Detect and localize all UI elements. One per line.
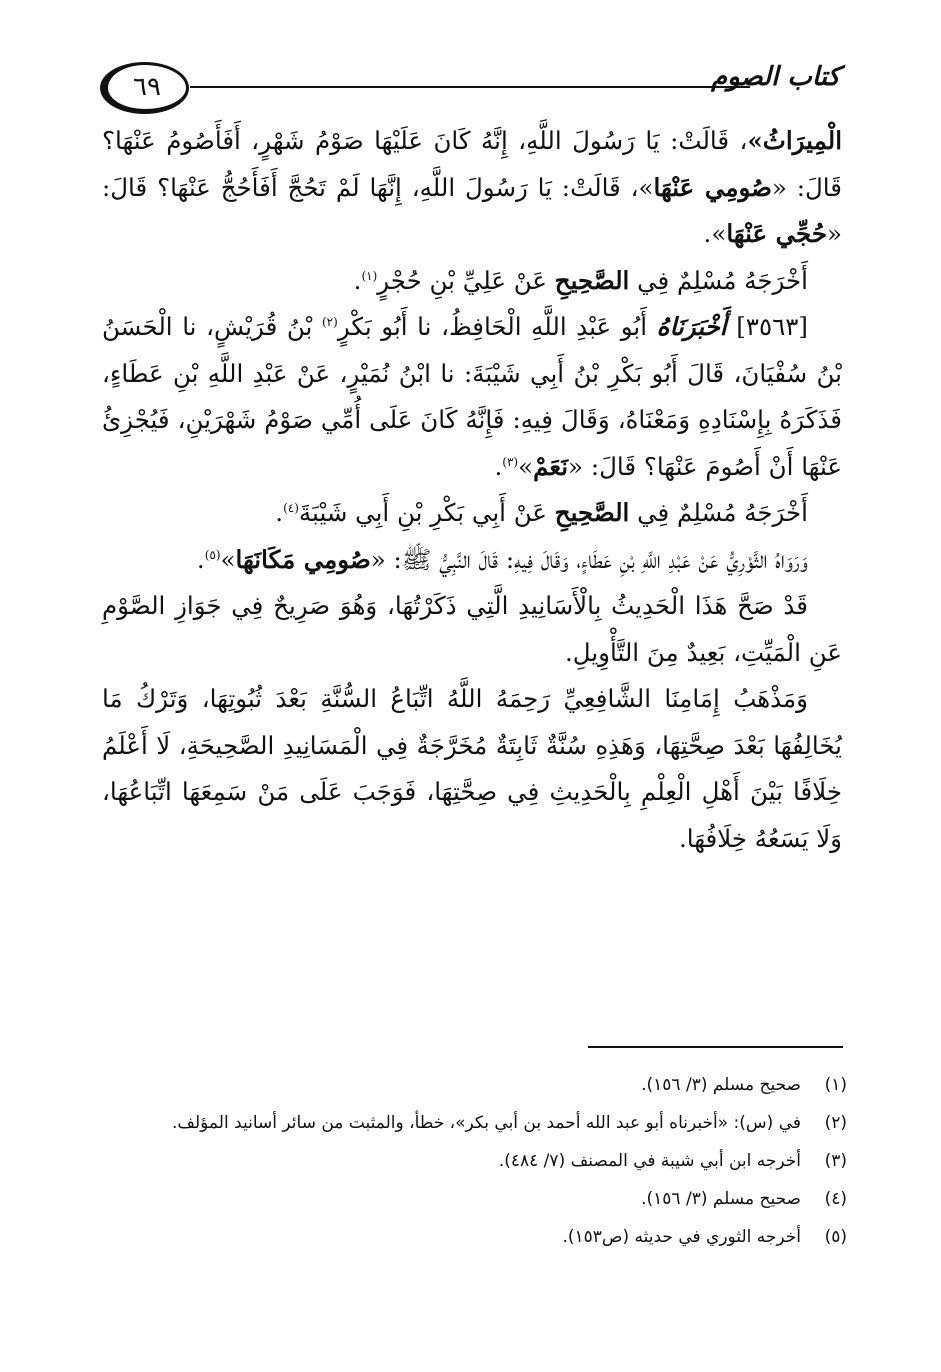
footnote-number: (٥) xyxy=(824,1227,847,1247)
footnote-number: (١) xyxy=(824,1075,847,1095)
text-bold: نَعَمْ xyxy=(533,451,569,481)
text: عَنْ عَلِيِّ بْنِ حُجْرٍ xyxy=(377,265,555,295)
footnote-number: (٢) xyxy=(824,1113,847,1133)
paragraph-takhrij-2 xyxy=(102,490,842,537)
text: أَخْرَجَهُ مُسْلِمٌ فِي xyxy=(629,265,808,295)
text-bold: الصَّحِيحِ xyxy=(554,265,630,295)
footnote-ref[interactable]: (٥) xyxy=(204,547,221,562)
footnote-4 xyxy=(102,1180,847,1218)
text-bold: صُومِي مَكَانَهَا xyxy=(235,544,371,574)
text: ، قَالَتْ: يَا رَسُولَ اللَّهِ، إِنَّهُ كَانَ عَلَيْهَا صَوْمُ شَهْرٍ، أَفَأَصُومُ عَنْهَا؟ قَالَ: « xyxy=(102,126,842,202)
footnote-rule xyxy=(588,1046,843,1048)
footnote-2 xyxy=(102,1104,847,1142)
text: . xyxy=(275,498,284,527)
text-bold: الصَّحِيحِ xyxy=(554,498,630,527)
paragraph-commentary-2: وَمَذْهَبُ إِمَامِنَا الشَّافِعِيِّ رَحِمَهُ اللَّهُ اتِّبَاعُ السُّنَّةِ بَعْدَ ثُبُوتِهَا، وَتَرْكُ مَا يُخَالِفُهَا بَعْدَ صِحَّتِهَا، وَهَذِهِ سُنَّةٌ ثَابِتَةٌ مُخَرَّجَةٌ فِي الْمَسَانِيدِ الصَّحِيحَةِ، لَا أَعْلَمُ خِلَافًا بَيْنَ أَهْلِ الْعِلْمِ بِالْحَدِيثِ فِي صِحَّتِهَا، فَوَجَبَ عَلَى مَنْ سَمِعَهَا اتِّبَاعُهَا، وَلَا يَسَعُهُ خِلَافُهَا. xyxy=(102,684,842,853)
hadith-number: [٣٥٦٣] xyxy=(726,312,808,341)
akhbarana-label: أَخْبَرَنَاهُ xyxy=(656,312,727,341)
main-text xyxy=(102,118,842,862)
text-bold: حُجِّي عَنْهَا xyxy=(726,219,827,248)
footnote-text: في (س): «أخبرناه أبو عبد الله أحمد بن أبي بكر»، خطأ، والمثبت من سائر أسانيد المؤلف. xyxy=(171,1113,801,1133)
text: . xyxy=(494,451,503,481)
footnote-ref[interactable]: (١) xyxy=(361,268,378,283)
text: وَرَوَاهُ الثَّوْرِيُّ عَنْ عَبْدِ اللَّهِ بْنِ عَطَاءٍ، وَقَالَ فِيهِ: قَالَ النَّبِيُّ ﷺ: « xyxy=(370,544,808,574)
text: أَخْرَجَهُ مُسْلِمٌ فِي xyxy=(629,498,808,527)
paragraph-takhrij-1 xyxy=(102,258,842,305)
footnote-1 xyxy=(102,1066,847,1104)
text-bold: صُومِي عَنْهَا xyxy=(653,172,772,202)
paragraph-hadith-continuation xyxy=(102,118,842,258)
page-number: ٦٩ xyxy=(100,62,189,114)
text: . xyxy=(353,265,362,295)
text: . xyxy=(196,544,205,574)
text: » xyxy=(518,451,534,481)
paragraph-commentary-1: قَدْ صَحَّ هَذَا الْحَدِيثُ بِالْأَسَانِيدِ الَّتِي ذَكَرْتُهَا، وَهُوَ صَرِيحٌ فِي جَوَازِ الصَّوْمِ عَنِ الْمَيِّتِ، بَعِيدٌ مِنَ التَّأْوِيلِ. xyxy=(102,591,842,667)
paragraph-hadith-3563 xyxy=(102,304,842,490)
header-rule xyxy=(190,86,750,88)
text: عَنْ أَبِي بَكْرِ بْنِ أَبِي شَيْبَةَ xyxy=(298,498,555,527)
footnote-text: صحيح مسلم (٣/ ١٥٦). xyxy=(641,1075,801,1095)
text: ». xyxy=(703,219,727,248)
text-bold: الْمِيرَاثُ» xyxy=(747,126,842,155)
text: بْنُ قُرَيْشٍ، نا الْحَسَنُ بْنُ سُفْيَانَ، قَالَ أَبُو بَكْرِ بْنُ أَبِي شَيْبَةَ: نا ابْنُ نُمَيْرٍ، عَنْ عَبْدِ اللَّهِ بْنِ عَطَاءٍ، فَذَكَرَهُ بِإِسْنَادِهِ وَمَعْنَاهُ، وَقَالَ فِيهِ: فَإِنَّهُ كَانَ عَلَى أُمِّي صَوْمُ شَهْرَيْنِ، فَيُجْزِئُ عَنْهَا أَنْ أَصُومَ عَنْهَا؟ قَالَ: « xyxy=(102,312,843,481)
running-head: كتاب الصوم xyxy=(711,62,840,92)
footnote-text: أخرجه الثوري في حديثه (ص١٥٣). xyxy=(562,1227,801,1247)
footnote-number: (٣) xyxy=(824,1151,847,1171)
footnote-ref[interactable]: (٢) xyxy=(321,314,338,329)
text: أَبُو عَبْدِ اللَّهِ الْحَافِظُ، نا أَبُو بَكْرٍ xyxy=(337,312,657,341)
footnote-text: صحيح مسلم (٣/ ١٥٦). xyxy=(641,1189,801,1209)
page-header xyxy=(100,62,840,112)
footnote-text: أخرجه ابن أبي شيبة في المصنف (٧/ ٤٨٤). xyxy=(498,1151,801,1171)
footnote-5 xyxy=(102,1218,847,1256)
footnote-ref[interactable]: (٤) xyxy=(283,500,299,515)
paragraph-thawri xyxy=(102,537,842,584)
text: » xyxy=(220,544,236,574)
footnote-ref[interactable]: (٣) xyxy=(502,454,519,469)
footnote-number: (٤) xyxy=(824,1189,847,1209)
footnote-3 xyxy=(102,1142,847,1180)
footnotes xyxy=(102,1066,847,1256)
text: »، قَالَتْ: يَا رَسُولَ اللَّهِ، إِنَّهَا لَمْ تَحُجَّ أَفَأَحُجُّ عَنْهَا؟ قَالَ: « xyxy=(102,172,842,248)
